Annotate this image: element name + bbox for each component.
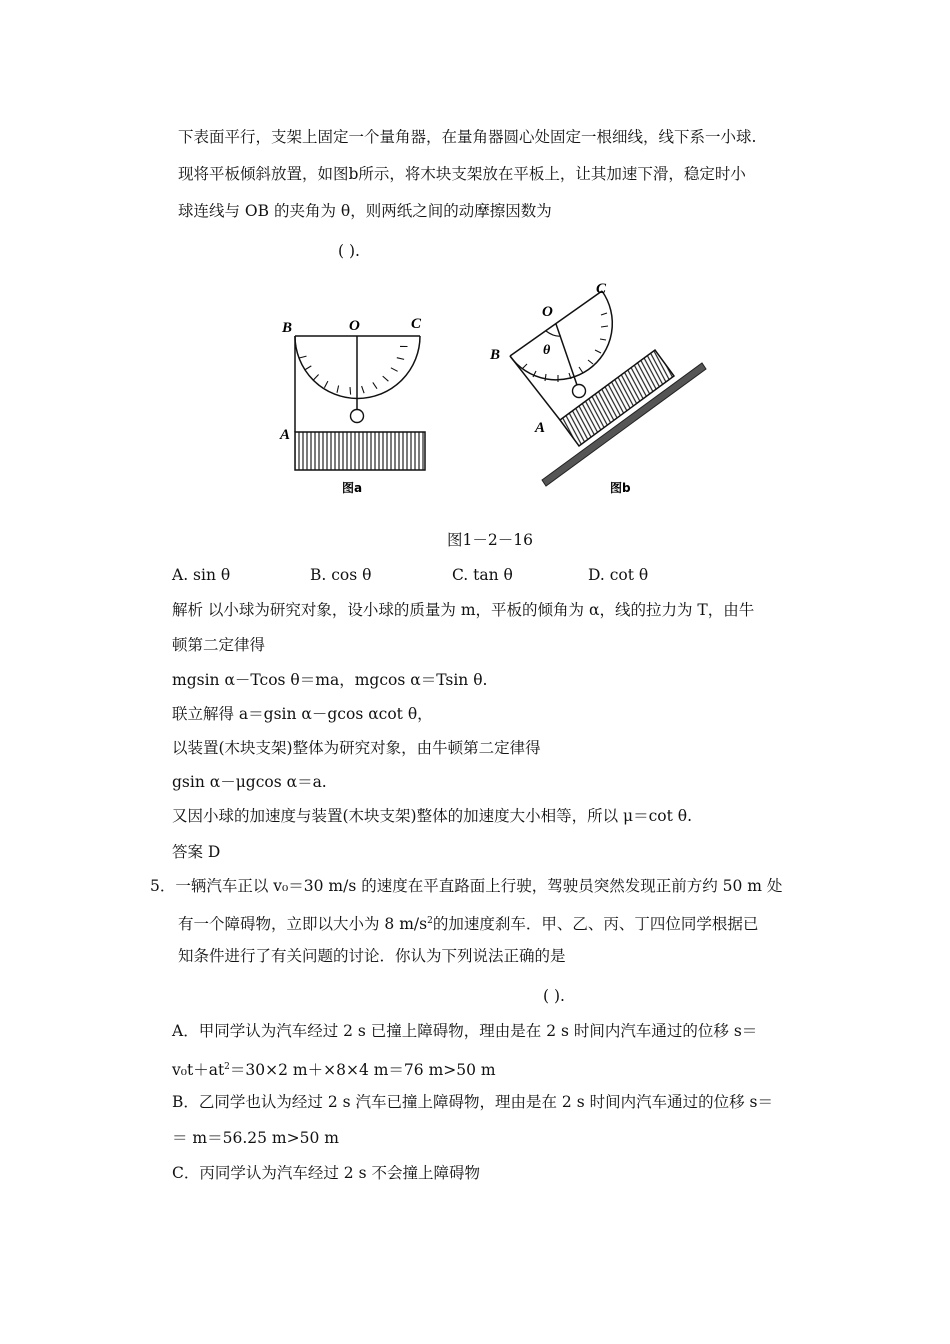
fig-b-label: 图b xyxy=(610,481,631,495)
q5-option-a-part-1: v₀t＋at xyxy=(172,1061,225,1080)
fig-a-point-A: A xyxy=(280,427,291,443)
q5-line-2-part-2: 的加速度刹车．甲、乙、丙、丁四位同学根据已 xyxy=(432,915,759,934)
q4-text-line-2: 现将平板倾斜放置，如图b所示，将木块支架放在平板上，让其加速下滑，稳定时小 xyxy=(178,165,746,183)
fig-b-point-A: A xyxy=(535,420,546,436)
option-d: D. cot θ xyxy=(588,566,649,584)
q5-option-a-line-1: A．甲同学认为汽车经过 2 s 已撞上障碍物，理由是在 2 s 时间内汽车通过的位移 s＝ xyxy=(172,1022,758,1040)
q5-answer-blank: ( ). xyxy=(543,987,565,1005)
analysis-line-1: 解析 以小球为研究对象，设小球的质量为 m，平板的倾角为 α，线的拉力为 T，由牛 xyxy=(172,601,755,619)
q5-option-a-line-2 xyxy=(172,1057,496,1080)
analysis-line-2: 顿第二定律得 xyxy=(172,636,266,654)
fig-a-point-O: O xyxy=(349,318,360,334)
q5-line-2 xyxy=(178,911,758,934)
analysis-line-4: 联立解得 a＝gsin α－gcos αcot θ， xyxy=(172,705,433,723)
analysis-line-3: mgsin α－Tcos θ＝ma，mgcos α＝Tsin θ. xyxy=(172,671,488,689)
figure-b xyxy=(489,281,706,495)
q5-option-a-sup: 2 xyxy=(224,1062,230,1072)
q5-line-3: 知条件进行了有关问题的讨论．你认为下列说法正确的是 xyxy=(178,947,566,965)
q5-option-b-line-1: B．乙同学也认为经过 2 s 汽车已撞上障碍物，理由是在 2 s 时间内汽车通过的位移 s＝ xyxy=(172,1093,773,1111)
analysis-line-5: 以装置(木块支架)整体为研究对象，由牛顿第二定律得 xyxy=(172,739,541,757)
fig-b-theta: θ xyxy=(543,343,551,358)
q5-option-b-line-2: ＝ m＝56.25 m>50 m xyxy=(172,1129,339,1147)
figure-a xyxy=(279,316,425,495)
answer-line: 答案 D xyxy=(172,843,221,861)
figure-1-2-16 xyxy=(270,270,720,510)
q5-option-a-part-2: ＝30×2 m＋×8×4 m＝76 m>50 m xyxy=(229,1061,496,1080)
fig-a-label: 图a xyxy=(342,481,363,495)
option-b: B. cos θ xyxy=(310,566,372,584)
option-a: A. sin θ xyxy=(172,566,231,584)
q5-line-1: 5．一辆汽车正以 v₀＝30 m/s 的速度在平直路面上行驶，驾驶员突然发现正前方约 50 m 处 xyxy=(150,877,783,895)
analysis-line-7: 又因小球的加速度与装置(木块支架)整体的加速度大小相等，所以 μ＝cot θ. xyxy=(172,807,693,825)
q5-line-2-part-1: 有一个障碍物，立即以大小为 8 m/s xyxy=(178,915,428,934)
fig-a-point-B: B xyxy=(282,320,293,336)
fig-b-point-O: O xyxy=(542,304,553,320)
fig-a-point-C: C xyxy=(411,316,422,332)
q4-text-line-3: 球连线与 OB 的夹角为 θ，则两纸之间的动摩擦因数为 xyxy=(178,202,552,220)
q5-option-c: C．丙同学认为汽车经过 2 s 不会撞上障碍物 xyxy=(172,1164,480,1182)
figure-caption: 图1－2－16 xyxy=(447,531,533,549)
q5-line-2-sup: 2 xyxy=(427,916,433,926)
q4-text-line-1: 下表面平行，支架上固定一个量角器，在量角器圆心处固定一根细线，线下系一小球. xyxy=(178,128,757,146)
analysis-line-6: gsin α－μgcos α＝a. xyxy=(172,773,327,791)
fig-b-point-B: B xyxy=(490,347,501,363)
option-c: C. tan θ xyxy=(452,566,513,584)
q4-answer-blank: ( ). xyxy=(338,242,360,260)
fig-b-point-C: C xyxy=(596,281,607,297)
